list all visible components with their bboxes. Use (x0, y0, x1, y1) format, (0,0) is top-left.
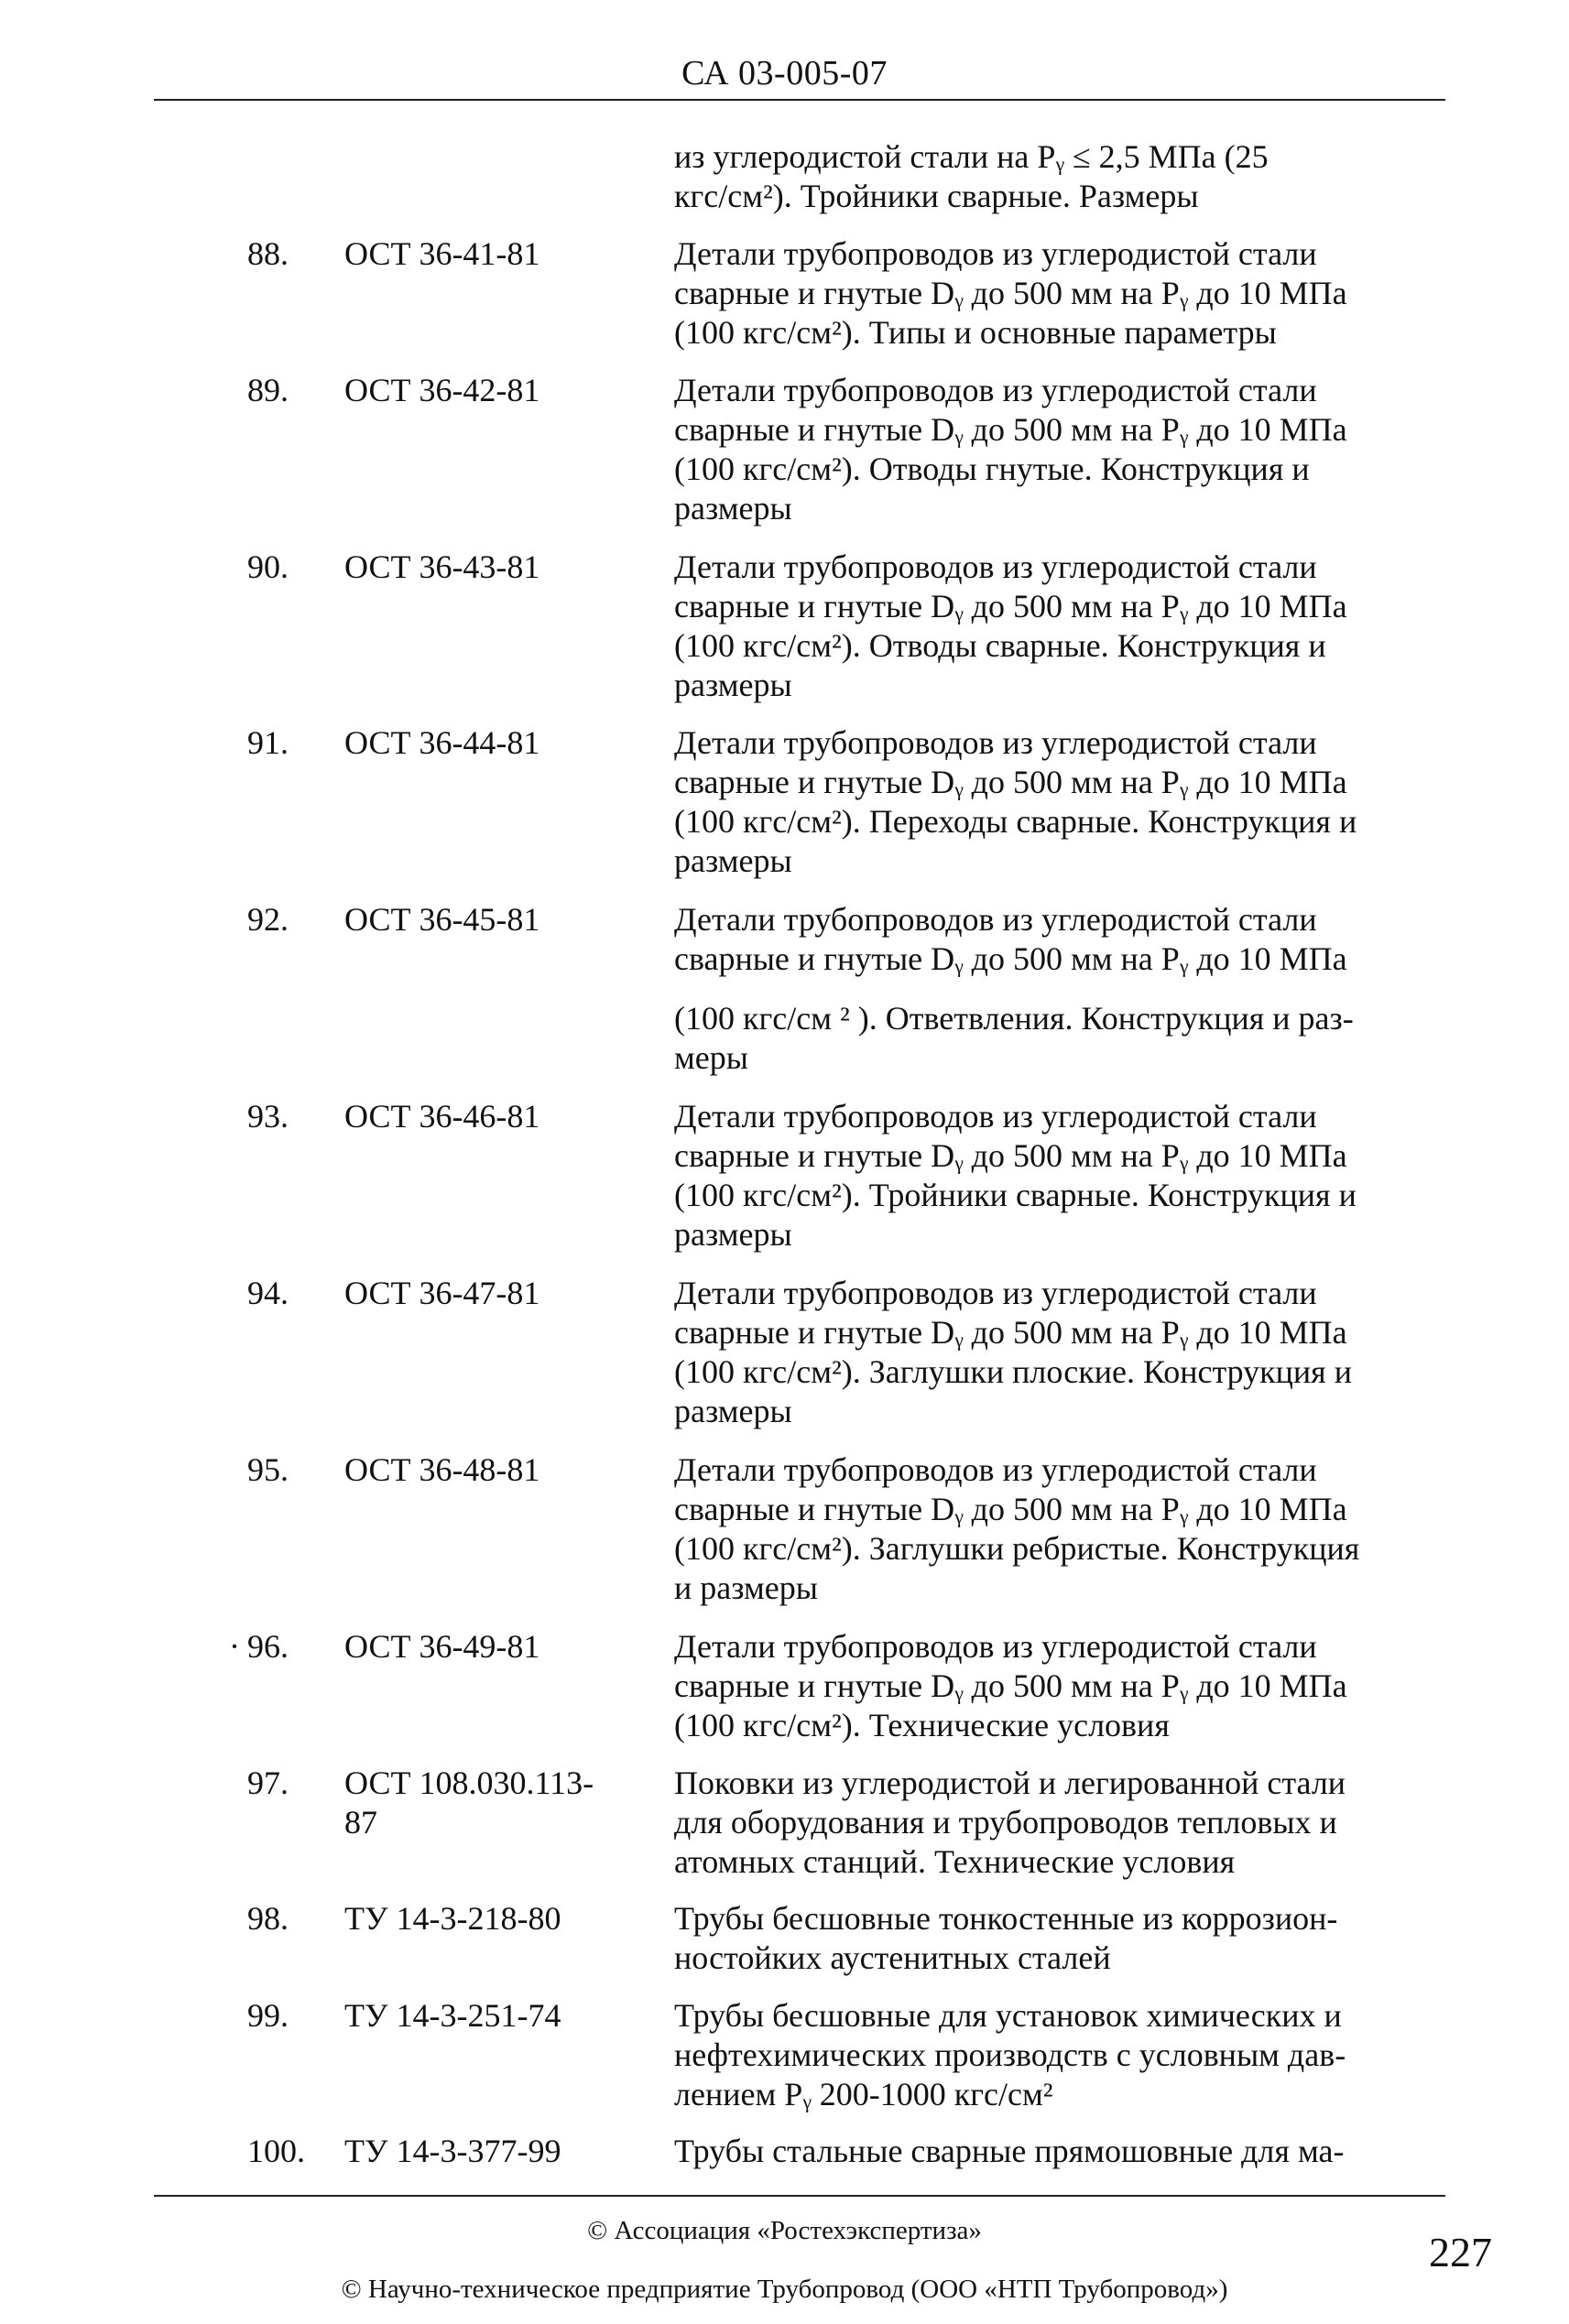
item-title (674, 1450, 1398, 1608)
item-code: ОСТ 36-42-81 (344, 372, 540, 408)
title-line: (100 кгс/см²). Заглушки ребристые. Конструкция (674, 1530, 1360, 1567)
title-line: Трубы стальные сварные прямошовные для ма- (674, 2133, 1345, 2169)
title-line: нефтехимических производств с условным дав- (674, 2036, 1346, 2073)
title-line: для оборудования и трубопроводов тепловых и (674, 1804, 1337, 1841)
item-title (674, 900, 1398, 1078)
code-line: ОСТ 108.030.113- (344, 1765, 594, 1801)
title-line: размеры (674, 842, 792, 879)
item-number: 97. (247, 1765, 289, 1801)
title-line: Детали трубопроводов из углеродистой стали (674, 901, 1317, 938)
intro-line: кгс/см²). Тройники сварные. Размеры (674, 178, 1199, 214)
title-line: Трубы бесшовные для установок химических и (674, 1997, 1342, 2034)
title-line: Детали трубопроводов из углеродистой стали (674, 1098, 1317, 1135)
title-line: размеры (674, 1393, 792, 1429)
title-line: лением Pᵧ 200-1000 кгс/см² (674, 2076, 1053, 2112)
item-number: 94. (247, 1275, 289, 1311)
footer-copyright-company: © Научно-техническое предприятие Трубопровод (ООО «НТП Трубопровод») (341, 2275, 1228, 2304)
title-line: Детали трубопроводов из углеродистой стали (674, 372, 1317, 408)
item-title (674, 1097, 1398, 1254)
title-line: сварные и гнутые Dᵧ до 500 мм на Pᵧ до 10 МПа (674, 1491, 1347, 1527)
title-line: Детали трубопроводов из углеродистой стали (674, 724, 1317, 761)
item-code: ОСТ 36-43-81 (344, 548, 540, 585)
item-number: 91. (247, 724, 289, 761)
title-line: (100 кгс/см²). Переходы сварные. Конструкция и (674, 803, 1357, 840)
item-title (674, 371, 1398, 528)
item-title (674, 548, 1398, 705)
title-line: размеры (674, 667, 792, 703)
title-line: Детали трубопроводов из углеродистой стали (674, 1451, 1317, 1488)
title-line: сварные и гнутые Dᵧ до 500 мм на Pᵧ до 10 МПа (674, 588, 1347, 624)
title-line: (100 кгс/см²). Технические условия (674, 1707, 1170, 1743)
title-line: сварные и гнутые Dᵧ до 500 мм на Pᵧ до 10 МПа (674, 1314, 1347, 1351)
title-line: (100 кгс/см ² ). Ответвления. Конструкция и раз- (674, 1000, 1354, 1037)
item-code: ОСТ 36-46-81 (344, 1098, 540, 1135)
item-number: 89. (247, 372, 289, 408)
title-line: сварные и гнутые Dᵧ до 500 мм на Pᵧ до 10 МПа (674, 940, 1347, 977)
title-line: размеры (674, 490, 792, 527)
title-line: размеры (674, 1216, 792, 1253)
footer-copyright-association: © Ассоциация «Ростехэкспертиза» (587, 2216, 982, 2245)
title-line: (100 кгс/см²). Отводы сварные. Конструкция и (674, 627, 1326, 664)
item-number: 96. (247, 1628, 289, 1665)
item-number: 95. (247, 1451, 289, 1488)
item-code: ОСТ 36-45-81 (344, 901, 540, 938)
item-code: ОСТ 36-49-81 (344, 1628, 540, 1665)
item-title (674, 1996, 1398, 2114)
title-line: сварные и гнутые Dᵧ до 500 мм на Pᵧ до 10 МПа (674, 411, 1347, 448)
item-code: ТУ 14-3-377-99 (344, 2133, 561, 2169)
page-header: СА 03-005-07 (681, 54, 888, 92)
item-number: 88. (247, 235, 289, 272)
header-rule (154, 99, 1445, 101)
title-line: сварные и гнутые Dᵧ до 500 мм на Pᵧ до 10 МПа (674, 1137, 1347, 1174)
item-code (344, 1764, 647, 1842)
item-number: 98. (247, 1900, 289, 1937)
page-number: 227 (1429, 2229, 1492, 2275)
footer-rule (154, 2195, 1445, 2197)
item-title (674, 1627, 1398, 1745)
title-line: (100 кгс/см²). Типы и основные параметры (674, 314, 1277, 351)
item-code: ОСТ 36-44-81 (344, 724, 540, 761)
title-line: и размеры (674, 1569, 818, 1606)
item-number: 90. (247, 548, 289, 585)
title-line: сварные и гнутые Dᵧ до 500 мм на Pᵧ до 10 МПа (674, 1667, 1347, 1704)
title-line: атомных станций. Технические условия (674, 1843, 1236, 1880)
title-line: Детали трубопроводов из углеродистой стали (674, 1275, 1317, 1311)
item-title (674, 723, 1398, 881)
title-line: Детали трубопроводов из углеродистой стали (674, 1628, 1317, 1665)
item-number: 92. (247, 901, 289, 938)
intro-line: из углеродистой стали на Pᵧ ≤ 2,5 МПа (25 (674, 138, 1269, 175)
code-line: 87 (344, 1804, 377, 1841)
item-number: 99. (247, 1997, 289, 2034)
title-line: (100 кгс/см²). Тройники сварные. Конструкция и (674, 1177, 1357, 1213)
title-line: ностойких аустенитных сталей (674, 1939, 1111, 1976)
item-number: 100. (247, 2133, 305, 2169)
title-line: Трубы бесшовные тонкостенные из коррозион- (674, 1900, 1338, 1937)
title-line: Детали трубопроводов из углеродистой стали (674, 235, 1317, 272)
item-title (674, 1274, 1398, 1431)
item-title (674, 234, 1398, 353)
item-title (674, 1764, 1398, 1882)
stray-mark: · (229, 1628, 240, 1665)
item-title (674, 1899, 1398, 1978)
item-code: ОСТ 36-48-81 (344, 1451, 540, 1488)
title-line: меры (674, 1039, 748, 1076)
title-line: (100 кгс/см²). Заглушки плоские. Конструкция и (674, 1353, 1353, 1390)
title-line: сварные и гнутые Dᵧ до 500 мм на Pᵧ до 10 МПа (674, 764, 1347, 800)
item-number: 93. (247, 1098, 289, 1135)
item-code: ТУ 14-3-251-74 (344, 1997, 561, 2034)
title-line: (100 кгс/см²). Отводы гнутые. Конструкция и (674, 451, 1310, 487)
item-code: ОСТ 36-41-81 (344, 235, 540, 272)
title-line: сварные и гнутые Dᵧ до 500 мм на Pᵧ до 10 МПа (674, 275, 1347, 311)
item-title (674, 2132, 1398, 2171)
title-line: Детали трубопроводов из углеродистой стали (674, 548, 1317, 585)
title-line: Поковки из углеродистой и легированной стали (674, 1765, 1346, 1801)
item-code: ОСТ 36-47-81 (344, 1275, 540, 1311)
item-code: ТУ 14-3-218-80 (344, 1900, 561, 1937)
